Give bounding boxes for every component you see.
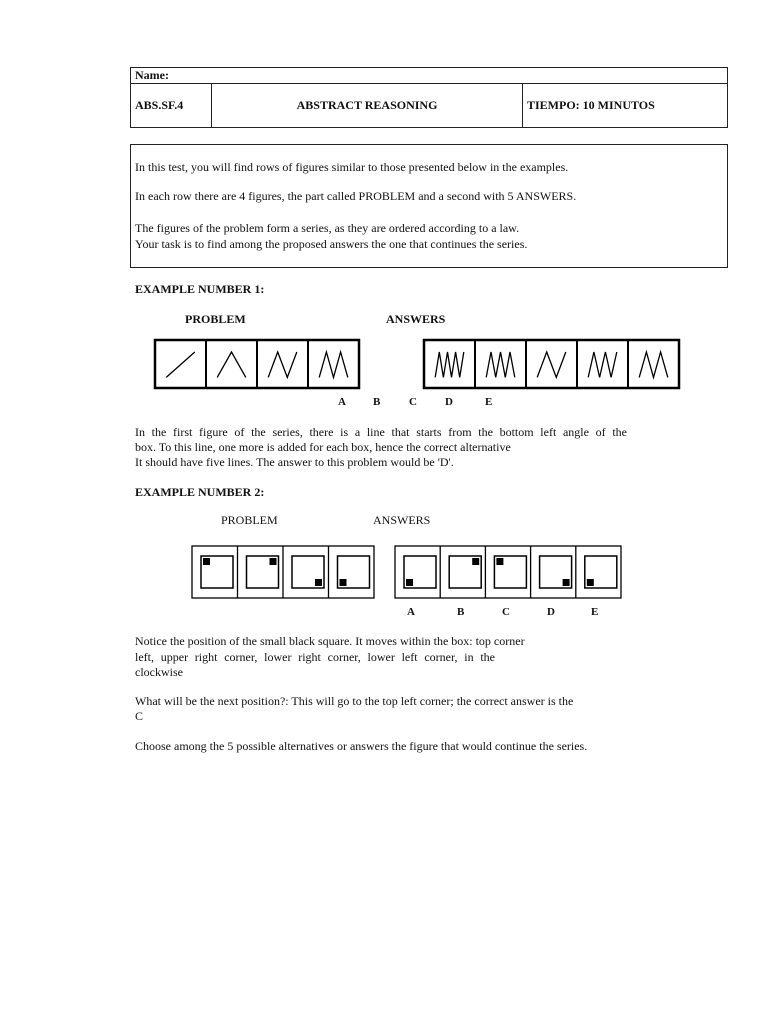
example-2-question-1: What will be the next position?: This will go to the top left corner; the correct answer is the — [135, 694, 574, 708]
example-1-problem-label: PROBLEM — [185, 312, 246, 326]
example-2-problem-square-4 — [340, 579, 347, 586]
header-table — [130, 67, 728, 128]
test-time: TIEMPO: 10 MINUTOS — [527, 98, 655, 112]
instructions-box — [130, 144, 728, 268]
example-1-choice-a[interactable]: A — [338, 396, 346, 408]
example-1-explanation-1: In the first figure of the series, there is a line that starts from the bottom left angle of the — [135, 425, 627, 439]
example-1-choice-d[interactable]: D — [445, 396, 453, 408]
example-2-problem-square-2 — [270, 558, 277, 565]
name-row — [131, 68, 727, 84]
example-2-answer-square-4 — [563, 579, 570, 586]
example-2-explanation-1: Notice the position of the small black square. It moves within the box: top corner — [135, 634, 525, 648]
example-2-choice-c[interactable]: C — [502, 606, 510, 618]
example-1-problem-figure-1 — [166, 352, 195, 377]
example-2-problem-square-1 — [203, 558, 210, 565]
example-2-problem-label: PROBLEM — [221, 513, 278, 527]
example-1-answer-figure-1[interactable] — [435, 352, 464, 377]
test-title: ABSTRACT REASONING — [296, 98, 438, 112]
example-2-problem-figures — [191, 545, 375, 599]
example-2-problem-square-3 — [315, 579, 322, 586]
example-2-answer-square-3 — [496, 558, 503, 565]
example-1-explanation-2: box. To this line, one more is added for each box, hence the correct alternative — [135, 440, 511, 454]
example-1-choice-e[interactable]: E — [485, 396, 493, 408]
example-2-final-instruction: Choose among the 5 possible alternatives or answers the figure that would continue the series. — [135, 739, 588, 753]
example-1-problem-figure-3 — [268, 352, 297, 377]
example-2-heading: EXAMPLE NUMBER 2: — [135, 485, 265, 499]
example-1-problem-figure-2 — [217, 352, 246, 377]
example-1-explanation-3: It should have five lines. The answer to this problem would be 'D'. — [135, 455, 454, 469]
header-code-cell — [131, 84, 212, 127]
example-2-choice-b[interactable]: B — [457, 606, 465, 618]
example-2-choice-e[interactable]: E — [591, 606, 599, 618]
example-2-answer-frame — [395, 546, 621, 598]
example-2-explanation-2: left, upper right corner, lower right corner, lower left corner, in the — [135, 650, 495, 664]
intro-line-1: In this test, you will find rows of figures similar to those presented below in the examples. — [135, 160, 569, 174]
example-2-choice-d[interactable]: D — [547, 606, 555, 618]
intro-line-4: Your task is to find among the proposed answers the one that continues the series. — [135, 237, 528, 251]
example-1-heading: EXAMPLE NUMBER 1: — [135, 282, 265, 296]
intro-line-2: In each row there are 4 figures, the part called PROBLEM and a second with 5 ANSWERS. — [135, 189, 577, 203]
example-1-answer-figure-2[interactable] — [486, 352, 515, 377]
example-2-answer-square-5 — [587, 579, 594, 586]
example-1-answers-label: ANSWERS — [386, 312, 446, 326]
example-2-explanation-3: clockwise — [135, 665, 183, 679]
example-1-problem-figure-4 — [319, 352, 348, 377]
example-1-problem-figures — [154, 339, 360, 389]
name-label: Name: — [135, 68, 169, 82]
test-code: ABS.SF.4 — [135, 98, 184, 112]
example-1-answer-figures — [423, 339, 679, 389]
example-1-answer-figure-5[interactable] — [639, 352, 668, 377]
example-1-choice-b[interactable]: B — [373, 396, 381, 408]
example-2-question-2: C — [135, 709, 144, 723]
header-title-cell — [212, 84, 523, 127]
example-2-choice-a[interactable]: A — [407, 606, 415, 618]
example-1-answer-figure-4[interactable] — [588, 352, 617, 377]
intro-line-3: The figures of the problem form a series, as they are ordered according to a law. — [135, 221, 520, 235]
example-1-choice-c[interactable]: C — [409, 396, 417, 408]
example-2-answers-label: ANSWERS — [373, 513, 431, 527]
example-2-answer-figures — [394, 545, 622, 599]
header-time-cell — [523, 84, 727, 127]
example-1-answer-figure-3[interactable] — [537, 352, 566, 377]
example-2-answer-square-1 — [406, 579, 413, 586]
example-2-answer-square-2 — [472, 558, 479, 565]
